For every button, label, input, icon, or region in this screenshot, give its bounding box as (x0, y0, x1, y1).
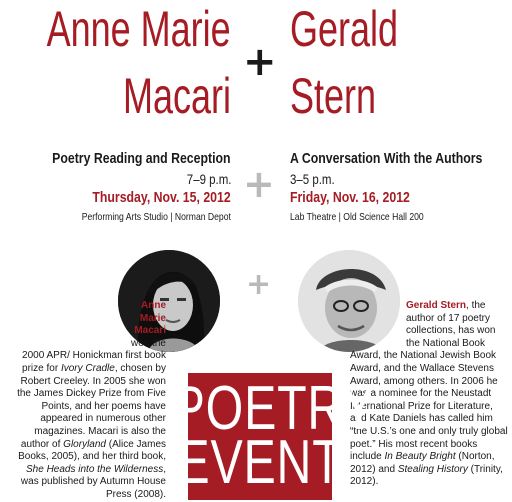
poet2-first-name: Gerald (290, 1, 399, 57)
event2-date: Friday, Nov. 16, 2012 (290, 189, 410, 206)
bio2-text-1: , the author of 17 poetry collections, has won the National Book Award, the National Jewish Book Award, and the Wallace Stevens Award, among others. In 2006 he was a nominee for the Neustadt International Prize for Literature, and Kate Daniels has called him “the U.S.’s one and only truly global poet.” His most recent books include (350, 300, 508, 463)
bio2-book-1: In Beauty Bright (384, 451, 456, 463)
bio1-book-2: Gloryland (63, 438, 106, 450)
bio1-text-2: , chosen by Robert Creeley. In 2005 she won the James Dickey Prize from Five Points, and her poems have appeared in numerous other magazines. Macari is also the author of (17, 362, 166, 450)
bio2-text-2: (Norton, 2012) and (350, 451, 495, 475)
event1-date: Thursday, Nov. 15, 2012 (92, 189, 231, 206)
bio1-text-4: , was published by Autumn House Press (2008). (20, 463, 166, 500)
bio1-name: Anne Marie Macari (134, 300, 166, 337)
poet1-last-name: Macari (122, 68, 231, 124)
poster-line-1: POETRY (172, 374, 376, 443)
bio2-photo-spacer (350, 300, 406, 350)
bio1-book-3: She Heads into the Wilderness (26, 463, 164, 475)
poet1-bio (10, 300, 166, 502)
bio2-name: Gerald Stern (406, 300, 467, 311)
event2-venue: Lab Theatre | Old Science Hall 200 (290, 211, 424, 223)
photo-plus-icon: + (246, 267, 272, 302)
event1-title: Poetry Reading and Reception (52, 150, 231, 167)
event1-block (0, 150, 231, 225)
event2-block (290, 150, 510, 225)
bio1-photo-spacer (10, 300, 118, 348)
event1-venue: Performing Arts Studio | Norman Depot (81, 211, 231, 223)
poetry-event-box (172, 373, 376, 500)
poet1-first-name: Anne Marie (46, 1, 231, 57)
bio1-book-1: Ivory Cradle (60, 362, 115, 374)
bio2-book-2: Stealing History (397, 463, 468, 475)
header-plus-icon: + (243, 39, 277, 85)
event1-time: 7–9 p.m. (186, 171, 231, 187)
event-plus-icon: + (243, 162, 275, 206)
bio1-text-3: (Alice James Books, 2005), and her third book, (18, 438, 166, 463)
bio1-text-1: won the 2000 APR/ Honickman first book prize for (22, 337, 166, 374)
poster-line-2: EVENT (177, 428, 343, 497)
bio2-text-3: (Trinity, 2012). (350, 463, 503, 488)
poet2-last-name: Stern (290, 68, 377, 124)
event2-time: 3–5 p.m. (290, 171, 335, 187)
event2-title: A Conversation With the Authors (290, 150, 483, 167)
